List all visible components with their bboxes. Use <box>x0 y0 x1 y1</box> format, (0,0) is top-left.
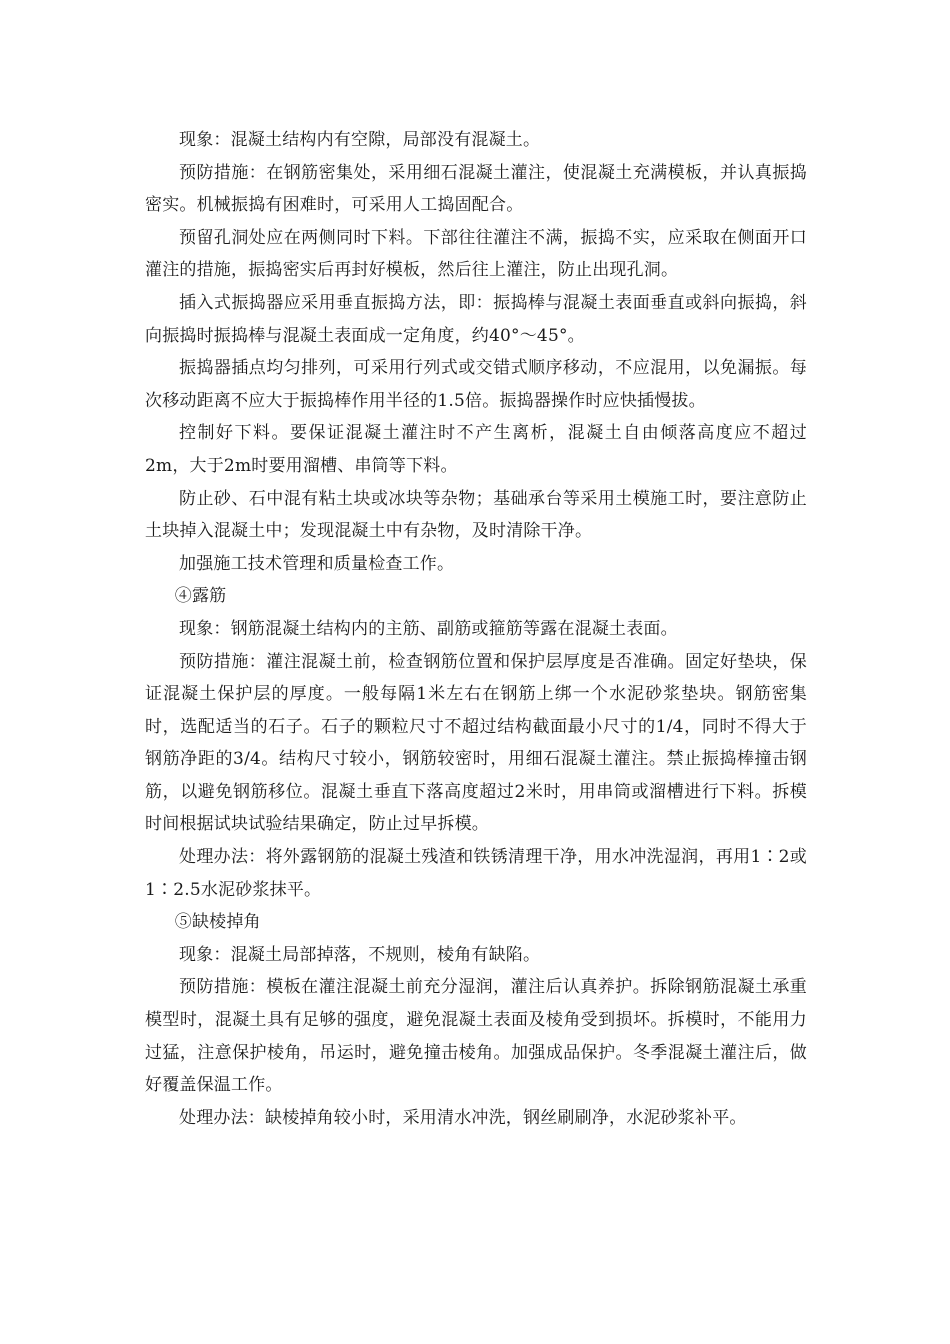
paragraph-treatment-missing-edges: 处理办法：缺棱掉角较小时，采用清水冲洗，钢丝刷刷净，水泥砂浆补平。 <box>179 1107 747 1128</box>
paragraph-phenomenon-missing-edges: 现象：混凝土局部掉落，不规则，棱角有缺陷。 <box>179 944 541 965</box>
paragraph-vibrator-spacing: 振捣器插点均匀排列，可采用行列式或交错式顺序移动，不应混用，以免漏振。每次移动距离不应大于振捣棒作用半径的1.5倍。振捣器操作时应快插慢拔。 <box>145 358 807 411</box>
section-heading-missing-edges: ⑤缺棱掉角 <box>174 912 261 933</box>
document-body <box>145 124 807 1134</box>
paragraph-vibrator-method: 插入式振捣器应采用垂直振捣方法，即：振捣棒与混凝土表面垂直或斜向振捣，斜向振捣时振捣棒与混凝土表面成一定角度，约40°～45°。 <box>145 292 807 346</box>
paragraph-phenomenon-exposed-rebar: 现象：钢筋混凝土结构内的主筋、副筋或箍筋等露在混凝土表面。 <box>179 618 678 639</box>
paragraph-prevent-debris: 防止砂、石中混有粘土块或冰块等杂物；基础承台等采用土模施工时，要注意防止土块掉入混凝土中；发现混凝土中有杂物，及时清除干净。 <box>145 488 807 542</box>
paragraph-strengthen-management: 加强施工技术管理和质量检查工作。 <box>179 553 455 574</box>
paragraph-treatment-exposed-rebar: 处理办法：将外露钢筋的混凝土残渣和铁锈清理干净，用水冲洗湿润，再用1∶2或1∶2.5水泥砂浆抹平。 <box>145 847 807 900</box>
paragraph-prevention-dense-rebar: 预防措施：在钢筋密集处，采用细石混凝土灌注，使混凝土充满模板，并认真振捣密实。机械振捣有困难时，可采用人工捣固配合。 <box>145 162 807 216</box>
paragraph-prevention-missing-edges: 预防措施：模板在灌注混凝土前充分湿润，灌注后认真养护。拆除钢筋混凝土承重模型时，混凝土具有足够的强度，避免混凝土表面及棱角受到损坏。拆模时，不能用力过猛，注意保护棱角，吊运时，避免撞击棱角。加强成品保护。冬季混凝土灌注后，做好覆盖保温工作。 <box>145 977 807 1096</box>
paragraph-reserved-holes: 预留孔洞处应在两侧同时下料。下部往往灌注不满，振捣不实，应采取在侧面开口灌注的措施，振捣密实后再封好模板，然后往上灌注，防止出现孔洞。 <box>145 227 807 281</box>
paragraph-phenomenon-voids: 现象：混凝土结构内有空隙，局部没有混凝土。 <box>179 130 541 150</box>
paragraph-prevention-exposed-rebar: 预防措施：灌注混凝土前，检查钢筋位置和保护层厚度是否准确。固定好垫块，保证混凝土保护层的厚度。一般每隔1米左右在钢筋上绑一个水泥砂浆垫块。钢筋密集时，选配适当的石子。石子的颗粒尺寸不超过结构截面最小尺寸的1/4，同时不得大于钢筋净距的3/4。结构尺寸较小，钢筋较密时，用细石混凝土灌注。禁止振捣棒撞击钢筋，以避免钢筋移位。混凝土垂直下落高度超过2米时，用串筒或溜槽进行下料。拆模时间根据试块试验结果确定，防止过早拆模。 <box>145 651 807 835</box>
paragraph-control-pouring: 控制好下料。要保证混凝土灌注时不产生离析，混凝土自由倾落高度应不超过2m，大于2m时要用溜槽、串筒等下料。 <box>145 423 807 476</box>
section-heading-exposed-rebar: ④露筋 <box>174 586 227 607</box>
